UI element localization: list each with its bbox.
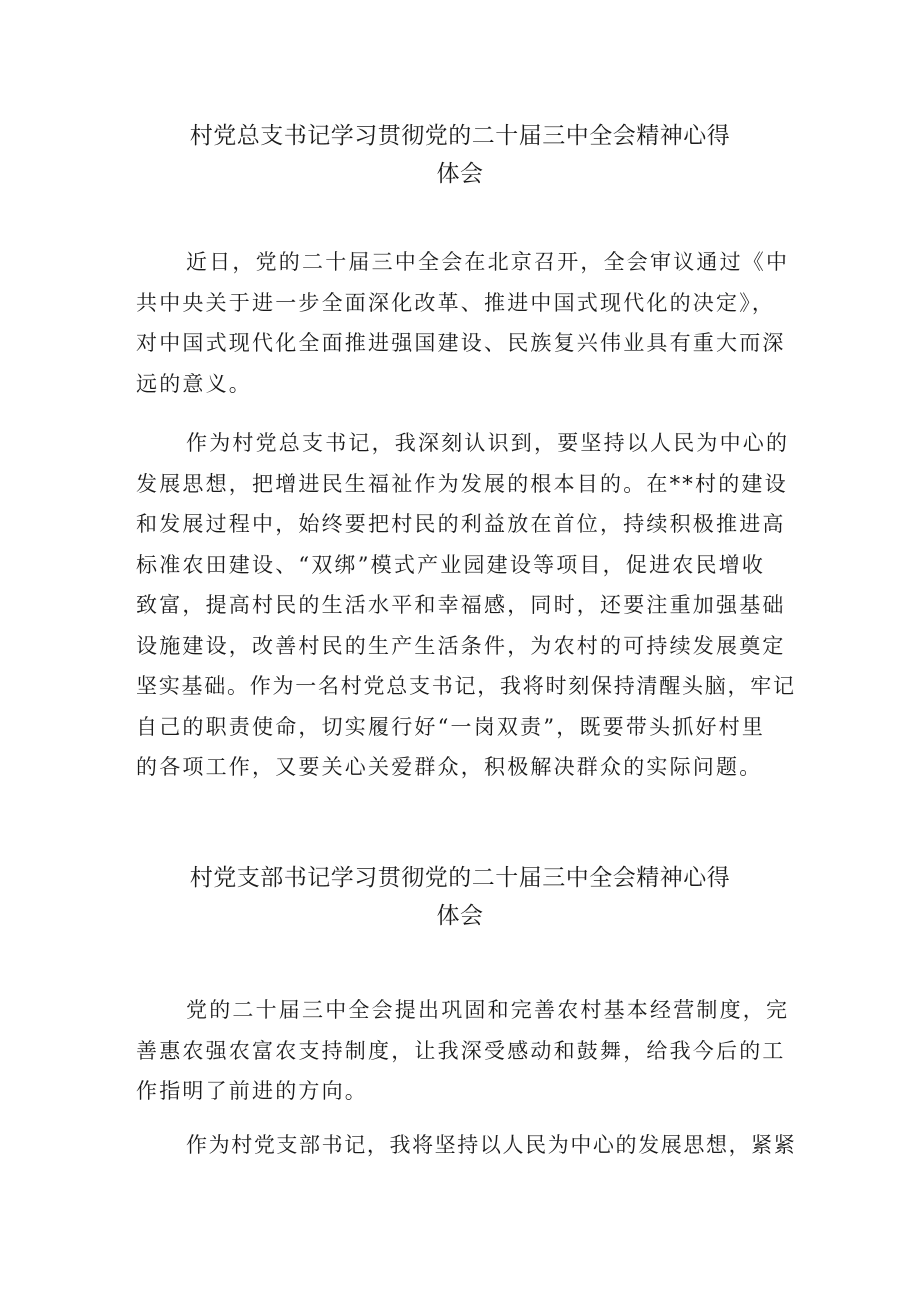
- article1-title-line2: 体会: [436, 161, 484, 187]
- article2-title-line2: 体会: [436, 903, 484, 929]
- text-line: 党的二十届三中全会提出巩固和完善农村基本经营制度，完: [186, 998, 790, 1022]
- article2-title: [120, 859, 800, 935]
- text-line: 标准农田建设、“双绑”模式产业园建设等项目，促进农民增收: [136, 552, 766, 577]
- text-line: 近日，党的二十届三中全会在北京召开，全会审议通过《中: [186, 250, 790, 274]
- article2-paragraph-1: [136, 990, 796, 1112]
- text-line: 善惠农强农富农支持制度，让我深受感动和鼓舞，给我今后的工: [136, 1038, 786, 1063]
- text-line: 作为村党支部书记，我将坚持以人民为中心的发展思想，紧紧: [186, 1133, 797, 1157]
- text-line: 和发展过程中，始终要把村民的利益放在首位，持续积极推进高: [136, 512, 786, 536]
- text-line: 共中央关于进一步全面深化改革、推进中国式现代化的决定》，: [136, 290, 776, 315]
- text-line: 致富，提高村民的生活水平和幸福感，同时，还要注重加强基础: [136, 593, 786, 617]
- text-line: 作为村党总支书记，我深刻认识到，要坚持以人民为中心的: [186, 431, 790, 455]
- text-line: 作指明了前进的方向。: [136, 1079, 368, 1103]
- text-line: 的各项工作，又要关心关爱群众，积极解决群众的实际问题。: [136, 755, 763, 779]
- text-line: 坚实基础。作为一名村党总支书记，我将时刻保持清醒头脑，牢记: [136, 674, 796, 698]
- article1-title: [120, 117, 800, 193]
- text-line: 对中国式现代化全面推进强国建设、民族复兴伟业具有重大而深: [136, 331, 786, 355]
- article1-paragraph-1: [136, 242, 796, 404]
- text-line: 远的意义。: [136, 371, 252, 396]
- article1-title-line1: 村党总支书记学习贯彻党的二十届三中全会精神心得: [189, 123, 731, 149]
- text-line: 自己的职责使命，切实履行好“一岗双责”，既要带头抓好村里: [136, 714, 766, 739]
- text-line: 设施建设，改善村民的生产生活条件，为农村的可持续发展奠定: [136, 633, 786, 658]
- article1-paragraph-2: [136, 423, 796, 788]
- article2-paragraph-2: [136, 1125, 796, 1166]
- text-line: 发展思想，把增进民生福祉作为发展的根本目的。在**村的建设: [136, 471, 788, 496]
- article2-title-line1: 村党支部书记学习贯彻党的二十届三中全会精神心得: [189, 865, 731, 891]
